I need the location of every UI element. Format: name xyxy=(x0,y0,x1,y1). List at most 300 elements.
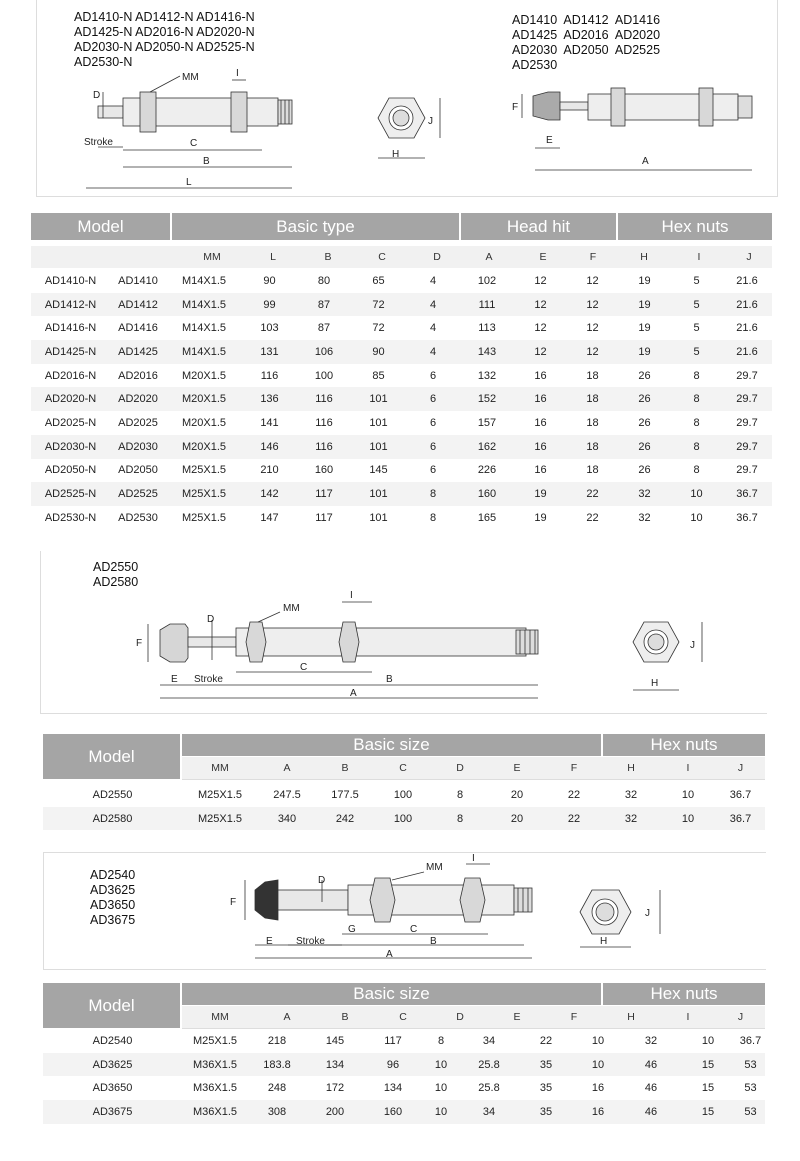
col-c: C xyxy=(399,762,407,774)
table3-header-hex: Hex nuts xyxy=(603,983,765,1005)
model-cell: AD2525 xyxy=(110,482,166,506)
value-cell: 147 xyxy=(260,511,279,524)
value-cell: 116 xyxy=(297,387,351,411)
value-cell: 100 xyxy=(314,369,334,382)
value-cell: 10 xyxy=(591,1034,605,1047)
model-cell: AD2030-N xyxy=(31,435,110,459)
col-a: A xyxy=(485,251,493,263)
value-cell: 18 xyxy=(586,369,599,382)
value-cell: 15 xyxy=(680,1100,736,1124)
value-cell: 5 xyxy=(671,293,722,317)
table3-header-model: Model xyxy=(43,983,180,1028)
model-cell: AD1425 xyxy=(110,340,166,364)
value-cell: 29.7 xyxy=(736,369,758,382)
value-cell: 10 xyxy=(681,788,695,801)
value-cell: 80 xyxy=(317,274,331,287)
table3-body xyxy=(43,1029,765,1124)
value-cell: 19 xyxy=(618,293,671,317)
table2-header-basic: Basic size xyxy=(182,734,601,756)
value-cell: 8 xyxy=(671,435,722,459)
value-cell: 10 xyxy=(434,1082,448,1095)
col-e: E xyxy=(513,762,521,774)
value-cell: 10 xyxy=(660,807,716,831)
dim-stroke-label: Stroke xyxy=(194,674,223,685)
value-cell: 20 xyxy=(510,788,524,801)
value-cell: 29.7 xyxy=(736,464,758,477)
value-cell: 131 xyxy=(242,340,297,364)
shock-absorber-diagram-3 xyxy=(0,850,800,970)
model-line: AD3625 xyxy=(90,883,136,897)
value-cell: 8 xyxy=(693,416,700,429)
model-line: AD2030-N AD2050-N AD2525-N xyxy=(74,40,255,54)
value-cell: 22 xyxy=(567,788,581,801)
table1-body xyxy=(31,269,772,530)
dim-f-label: F xyxy=(136,638,143,649)
value-cell: 18 xyxy=(567,435,618,459)
model-cell: AD2020-N xyxy=(31,387,110,411)
model-cell: AD2530-N xyxy=(44,511,97,524)
col-i: I xyxy=(686,762,690,774)
value-cell: 22 xyxy=(567,482,618,506)
value-cell: 218 xyxy=(267,1034,287,1047)
model-cell: AD2025 xyxy=(118,416,158,429)
model-line: AD2530 xyxy=(512,58,558,72)
value-cell: 34 xyxy=(460,1100,518,1124)
col-d: D xyxy=(456,762,464,774)
value-cell: 36.7 xyxy=(716,807,765,831)
value-cell: 136 xyxy=(242,387,297,411)
model-cell: AD2580 xyxy=(43,807,182,831)
dim-b-label: B xyxy=(430,936,437,947)
dim-stroke-label: Stroke xyxy=(84,137,113,148)
value-cell: 53 xyxy=(736,1053,765,1077)
value-cell: 19 xyxy=(534,511,547,524)
col-f: F xyxy=(570,762,578,774)
value-cell: 21.6 xyxy=(722,340,772,364)
col-d: D xyxy=(433,251,441,263)
value-cell: 72 xyxy=(372,322,385,335)
table2-header-model: Model xyxy=(43,734,180,779)
col-mm: MM xyxy=(203,251,221,263)
value-cell: 16 xyxy=(514,387,567,411)
dim-c-label: C xyxy=(190,138,198,149)
table1-column-headers xyxy=(31,246,772,268)
value-cell: 22 xyxy=(539,1034,553,1047)
col-e: E xyxy=(513,1011,521,1023)
value-cell: 26 xyxy=(638,416,651,429)
value-cell: M36X1.5 xyxy=(182,1053,248,1077)
value-cell: 141 xyxy=(260,416,279,429)
dim-d-label: D xyxy=(93,90,101,101)
value-cell: 8 xyxy=(437,1034,445,1047)
value-cell: M25X1.5 xyxy=(166,482,242,506)
table-row xyxy=(31,459,772,483)
value-cell: 19 xyxy=(638,274,651,287)
model-line: AD1410 AD1412 AD1416 xyxy=(512,13,661,27)
value-cell: 10 xyxy=(701,1034,715,1047)
model-line: AD1410-N AD1412-N AD1416-N xyxy=(74,10,255,24)
value-cell: 8 xyxy=(429,511,437,524)
value-cell: 4 xyxy=(406,293,460,317)
col-j: J xyxy=(737,762,744,774)
dim-j-label: J xyxy=(428,116,433,127)
col-b: B xyxy=(324,251,332,263)
model-line: AD2580 xyxy=(93,575,139,589)
col-h: H xyxy=(627,1011,635,1023)
dim-d-label: D xyxy=(318,875,326,886)
model-cell: AD1425-N xyxy=(31,340,110,364)
value-cell: 32 xyxy=(618,482,671,506)
value-cell: 116 xyxy=(297,435,351,459)
table1-header-model: Model xyxy=(31,213,170,240)
col-d: D xyxy=(456,1011,464,1023)
value-cell: M36X1.5 xyxy=(182,1100,248,1124)
value-cell: 8 xyxy=(432,807,488,831)
model-cell: AD2530 xyxy=(118,511,158,524)
value-cell: 117 xyxy=(297,482,351,506)
value-cell: 4 xyxy=(429,274,437,287)
dim-h-label: H xyxy=(392,149,400,160)
value-cell: 8 xyxy=(693,369,700,382)
value-cell: 12 xyxy=(567,293,618,317)
value-cell: M36X1.5 xyxy=(192,1082,238,1095)
value-cell: 101 xyxy=(369,511,388,524)
value-cell: 19 xyxy=(638,322,651,335)
shock-absorber-diagram-2 xyxy=(0,540,800,720)
value-cell: 19 xyxy=(514,482,567,506)
value-cell: 99 xyxy=(242,293,297,317)
value-cell: 200 xyxy=(306,1100,364,1124)
model-line: AD2030 AD2050 AD2525 xyxy=(512,43,661,57)
value-cell: 87 xyxy=(297,293,351,317)
value-cell: M14X1.5 xyxy=(181,322,227,335)
value-cell: 26 xyxy=(618,387,671,411)
value-cell: 21.6 xyxy=(736,274,758,287)
model-cell: AD2540 xyxy=(92,1034,133,1047)
value-cell: M20X1.5 xyxy=(181,416,227,429)
value-cell: 36.7 xyxy=(722,482,772,506)
value-cell: 36.7 xyxy=(739,1034,762,1047)
value-cell: 10 xyxy=(671,482,722,506)
value-cell: 12 xyxy=(567,340,618,364)
dim-a-label: A xyxy=(642,156,649,167)
value-cell: 32 xyxy=(638,511,651,524)
value-cell: 113 xyxy=(478,322,496,335)
value-cell: 65 xyxy=(372,274,385,287)
value-cell: 10 xyxy=(574,1053,622,1077)
col-h: H xyxy=(640,251,648,263)
value-cell: 162 xyxy=(460,435,514,459)
value-cell: 183.8 xyxy=(248,1053,306,1077)
model-cell: AD2050 xyxy=(118,464,158,477)
table-row xyxy=(31,293,772,317)
table1-header-head: Head hit xyxy=(461,213,616,240)
value-cell: 10 xyxy=(422,1100,460,1124)
value-cell: 29.7 xyxy=(722,435,772,459)
model-cell: AD1416 xyxy=(118,322,158,335)
value-cell: 177.5 xyxy=(331,788,359,801)
value-cell: 90 xyxy=(351,340,406,364)
value-cell: 16 xyxy=(534,464,547,477)
value-cell: M25X1.5 xyxy=(181,511,227,524)
value-cell: 35 xyxy=(539,1082,553,1095)
value-cell: 16 xyxy=(534,416,547,429)
dim-c-label: C xyxy=(410,924,418,935)
model-cell: AD2020 xyxy=(110,387,166,411)
col-c: C xyxy=(378,251,386,263)
value-cell: 4 xyxy=(406,340,460,364)
value-cell: 12 xyxy=(514,340,567,364)
value-cell: 8 xyxy=(671,387,722,411)
value-cell: 165 xyxy=(477,511,497,524)
value-cell: 46 xyxy=(622,1100,680,1124)
table2-header-hex: Hex nuts xyxy=(603,734,765,756)
dim-i-label: I xyxy=(236,68,239,79)
value-cell: 6 xyxy=(429,464,437,477)
dim-mm-label: MM xyxy=(283,603,300,614)
value-cell: 5 xyxy=(693,322,700,335)
value-cell: 101 xyxy=(369,416,388,429)
col-c: C xyxy=(399,1011,407,1023)
value-cell: 6 xyxy=(429,416,437,429)
col-mm: MM xyxy=(211,762,229,774)
value-cell: 26 xyxy=(618,435,671,459)
value-cell: 117 xyxy=(384,1034,402,1047)
dim-i-label: I xyxy=(472,853,475,864)
value-cell: M25X1.5 xyxy=(182,807,258,831)
value-cell: 226 xyxy=(477,464,497,477)
col-f: F xyxy=(589,251,597,263)
model-line: AD3650 xyxy=(90,898,136,912)
value-cell: 12 xyxy=(514,293,567,317)
value-cell: 116 xyxy=(260,369,279,382)
shock-absorber-diagram-b xyxy=(0,0,800,200)
dim-mm-label: MM xyxy=(182,72,199,83)
value-cell: M20X1.5 xyxy=(181,369,227,382)
col-e: E xyxy=(539,251,547,263)
value-cell: 210 xyxy=(260,464,279,477)
model-line: AD2550 xyxy=(93,560,139,574)
value-cell: 8 xyxy=(406,482,460,506)
value-cell: 308 xyxy=(248,1100,306,1124)
value-cell: 6 xyxy=(406,387,460,411)
value-cell: 25.8 xyxy=(460,1053,518,1077)
value-cell: 5 xyxy=(671,340,722,364)
value-cell: 160 xyxy=(314,464,334,477)
table-row xyxy=(43,1029,765,1053)
model-line: AD2540 xyxy=(90,868,136,882)
col-h: H xyxy=(627,762,635,774)
value-cell: 248 xyxy=(267,1082,287,1095)
model-line: AD1425 AD2016 AD2020 xyxy=(512,28,661,42)
table-row xyxy=(31,506,772,530)
dim-f-label: F xyxy=(230,897,237,908)
dim-f-label: F xyxy=(512,102,519,113)
value-cell: 340 xyxy=(258,807,316,831)
value-cell: 16 xyxy=(574,1100,622,1124)
value-cell: 101 xyxy=(351,387,406,411)
col-i: I xyxy=(686,1011,690,1023)
table-row xyxy=(31,340,772,364)
value-cell: 172 xyxy=(325,1082,345,1095)
value-cell: 36.7 xyxy=(736,511,758,524)
value-cell: 160 xyxy=(364,1100,422,1124)
table-row xyxy=(31,364,772,388)
value-cell: 10 xyxy=(422,1053,460,1077)
model-cell: AD2030 xyxy=(110,435,166,459)
dim-stroke-label: Stroke xyxy=(296,936,325,947)
value-cell: 143 xyxy=(460,340,514,364)
value-cell: 15 xyxy=(701,1082,715,1095)
dim-c-label: C xyxy=(300,662,308,673)
dim-i-label: I xyxy=(350,590,353,601)
table3-column-headers xyxy=(182,1006,765,1029)
value-cell: 16 xyxy=(514,435,567,459)
value-cell: 12 xyxy=(586,274,599,287)
value-cell: 34 xyxy=(482,1034,496,1047)
value-cell: 35 xyxy=(518,1100,574,1124)
value-cell: 25.8 xyxy=(478,1082,500,1095)
value-cell: 8 xyxy=(456,788,464,801)
value-cell: 6 xyxy=(406,435,460,459)
value-cell: 12 xyxy=(534,274,547,287)
value-cell: 116 xyxy=(315,416,333,429)
value-cell: 32 xyxy=(624,788,638,801)
table1-header-hex: Hex nuts xyxy=(618,213,772,240)
dim-a-label: A xyxy=(350,688,357,699)
table-row xyxy=(31,411,772,435)
value-cell: M20X1.5 xyxy=(166,387,242,411)
value-cell: 22 xyxy=(586,511,599,524)
value-cell: 35 xyxy=(518,1053,574,1077)
col-l: L xyxy=(270,251,276,263)
dim-j-label: J xyxy=(645,908,650,919)
value-cell: 96 xyxy=(364,1053,422,1077)
value-cell: 146 xyxy=(242,435,297,459)
value-cell: 22 xyxy=(546,807,602,831)
table2-column-headers xyxy=(182,757,765,780)
value-cell: 12 xyxy=(586,322,599,335)
value-cell: 72 xyxy=(351,293,406,317)
col-mm: MM xyxy=(211,1011,229,1023)
table1-header-basic: Basic type xyxy=(172,213,459,240)
value-cell: 117 xyxy=(315,511,333,524)
dim-h-label: H xyxy=(651,678,659,689)
value-cell: 29.7 xyxy=(722,387,772,411)
value-cell: 132 xyxy=(477,369,497,382)
col-b: B xyxy=(341,1011,349,1023)
value-cell: 21.6 xyxy=(736,322,758,335)
model-cell: AD2050-N xyxy=(44,464,97,477)
value-cell: 134 xyxy=(306,1053,364,1077)
model-cell: AD2550 xyxy=(92,788,133,801)
value-cell: 16 xyxy=(534,369,547,382)
value-cell: 102 xyxy=(477,274,497,287)
col-j: J xyxy=(737,1011,744,1023)
value-cell: 100 xyxy=(374,807,432,831)
dim-a-label: A xyxy=(386,949,393,960)
dim-b-label: B xyxy=(203,156,210,167)
table2-body xyxy=(43,783,765,830)
dim-h-label: H xyxy=(600,936,608,947)
value-cell: 15 xyxy=(680,1053,736,1077)
value-cell: 101 xyxy=(351,482,406,506)
value-cell: 152 xyxy=(460,387,514,411)
value-cell: 19 xyxy=(618,340,671,364)
model-cell: AD2016-N xyxy=(44,369,97,382)
value-cell: M25X1.5 xyxy=(192,1034,238,1047)
value-cell: M25X1.5 xyxy=(181,464,227,477)
model-cell: AD3675 xyxy=(43,1100,182,1124)
dim-b-label: B xyxy=(386,674,393,685)
value-cell: 8 xyxy=(693,464,700,477)
model-line: AD1425-N AD2016-N AD2020-N xyxy=(74,25,255,39)
value-cell: 16 xyxy=(591,1082,605,1095)
model-cell: AD1412-N xyxy=(31,293,110,317)
value-cell: 26 xyxy=(638,464,651,477)
col-i: I xyxy=(697,251,701,263)
value-cell: 18 xyxy=(586,464,599,477)
value-cell: 5 xyxy=(693,274,700,287)
model-cell: AD1412 xyxy=(110,293,166,317)
dim-j-label: J xyxy=(690,640,695,651)
table-row xyxy=(43,1053,765,1077)
col-b: B xyxy=(341,762,349,774)
table-row xyxy=(43,1076,765,1100)
value-cell: 20 xyxy=(488,807,546,831)
value-cell: 157 xyxy=(477,416,497,429)
model-cell: AD2525-N xyxy=(31,482,110,506)
table3-header-basic: Basic size xyxy=(182,983,601,1005)
value-cell: 53 xyxy=(736,1100,765,1124)
model-cell: AD2016 xyxy=(118,369,158,382)
table-row xyxy=(31,482,772,506)
value-cell: 12 xyxy=(534,322,547,335)
table-row xyxy=(43,807,765,831)
value-cell: 103 xyxy=(260,322,279,335)
model-cell: AD1410-N xyxy=(44,274,97,287)
value-cell: 85 xyxy=(372,369,385,382)
value-cell: 111 xyxy=(460,293,514,317)
value-cell: 29.7 xyxy=(736,416,758,429)
value-cell: 106 xyxy=(297,340,351,364)
model-cell: AD3625 xyxy=(43,1053,182,1077)
dim-e-label: E xyxy=(171,674,178,685)
value-cell: 134 xyxy=(383,1082,403,1095)
table-row xyxy=(31,387,772,411)
value-cell: 100 xyxy=(393,788,413,801)
value-cell: 18 xyxy=(567,387,618,411)
value-cell: 145 xyxy=(369,464,388,477)
dim-g-label: G xyxy=(348,924,356,935)
value-cell: 247.5 xyxy=(273,788,301,801)
table-row xyxy=(31,435,772,459)
value-cell: 36.7 xyxy=(729,788,752,801)
table-row xyxy=(43,783,765,807)
value-cell: 18 xyxy=(586,416,599,429)
model-cell: AD2025-N xyxy=(44,416,97,429)
value-cell: 101 xyxy=(351,435,406,459)
dim-l-label: L xyxy=(186,177,192,188)
dim-d-label: D xyxy=(207,614,215,625)
value-cell: M14X1.5 xyxy=(166,293,242,317)
dim-e-label: E xyxy=(546,135,553,146)
value-cell: 53 xyxy=(744,1082,757,1095)
value-cell: M14X1.5 xyxy=(181,274,227,287)
col-j: J xyxy=(746,251,752,263)
value-cell: 90 xyxy=(263,274,276,287)
value-cell: 4 xyxy=(429,322,437,335)
